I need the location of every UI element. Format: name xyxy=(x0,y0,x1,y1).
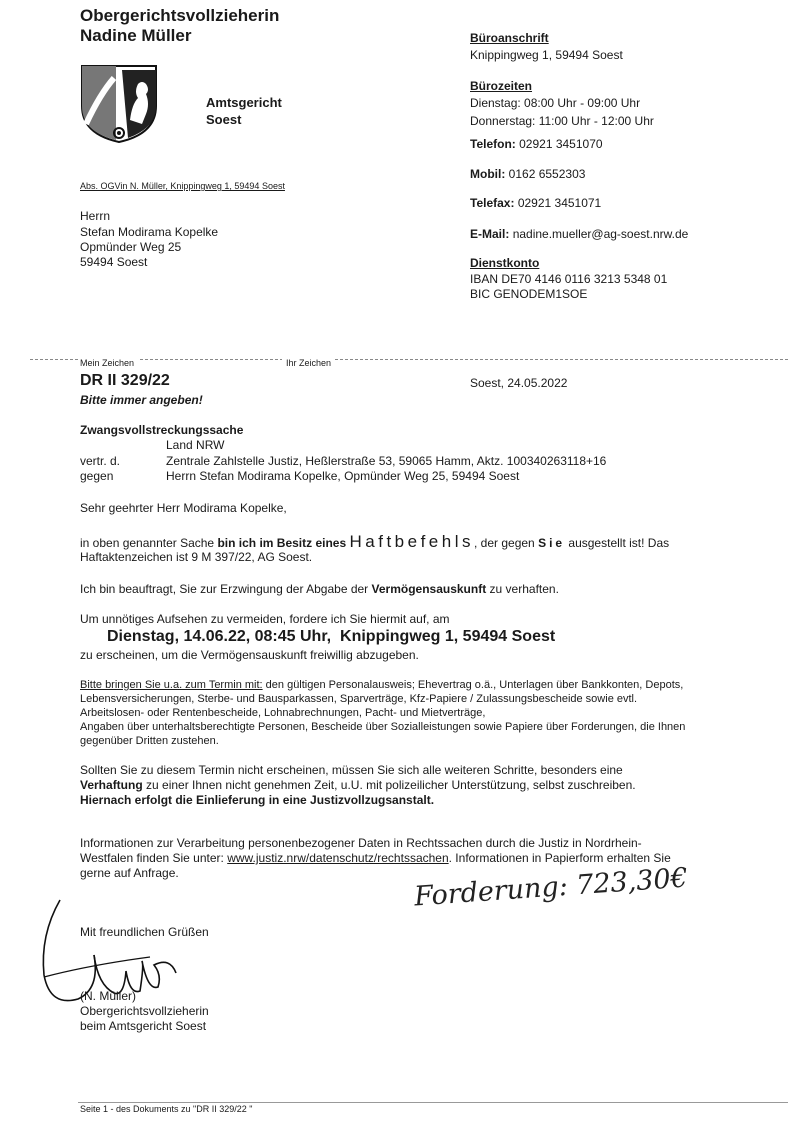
phone-label: Telefon: xyxy=(470,137,516,151)
recipient-line: Stefan Modirama Kopelke xyxy=(80,225,219,239)
text-run-bold: bin ich im Besitz eines xyxy=(217,536,350,550)
privacy-line: Informationen zur Verarbeitung personenbezogener Daten in Rechtssachen durch die Justiz in Nordrhein- xyxy=(80,836,642,850)
documents-line: Lebensversicherungen, Sterbe- und Bausparkassen, Sparverträge, Kfz-Papiere / Zulassungsbescheide sowie evtl. xyxy=(80,693,638,705)
your-reference-label: Ihr Zeichen xyxy=(282,358,335,368)
case-vertr-value: Zentrale Zahlstelle Justiz, Heßlerstraße 53, 59065 Hamm, Aktz. 100340263118+16 xyxy=(166,454,607,468)
fax-number: 02921 3451071 xyxy=(517,196,602,210)
documents-line: Arbeitslosen- oder Rentenbescheide, Lohnabrechnungen, Pacht- und Mietverträge, xyxy=(80,707,486,719)
text-run-bold: Verhaftung xyxy=(80,778,143,792)
sender-name: Nadine Müller xyxy=(80,26,192,45)
text-run: , der gegen xyxy=(474,536,539,550)
text-run-bold: Vermögensauskunft xyxy=(371,582,487,596)
place-date: Soest, 24.05.2022 xyxy=(470,376,568,390)
phone-number: 02921 3451070 xyxy=(519,137,603,151)
case-gegen-label: gegen xyxy=(80,469,114,483)
signer-name: (N. Müller) xyxy=(80,989,136,1003)
iban: IBAN DE70 4146 0116 3213 5348 01 xyxy=(470,272,668,286)
signer-title: Obergerichtsvollzieherin xyxy=(80,1004,209,1018)
salutation: Sehr geehrter Herr Modirama Kopelke, xyxy=(80,501,287,515)
sender-name-title: Obergerichtsvollzieherin xyxy=(80,6,280,25)
page-footer: Seite 1 - des Dokuments zu "DR II 329/22 " xyxy=(80,1104,253,1114)
signer-court: beim Amtsgericht Soest xyxy=(80,1019,207,1033)
documents-line: Angaben über unterhaltsberechtigte Personen, Bescheide über Sozialleistungen sowie Papiere über Forderungen, die Ihnen xyxy=(80,721,686,733)
mobile-row xyxy=(470,167,585,181)
account-heading: Dienstkonto xyxy=(470,256,540,270)
documents-label: Bitte bringen Sie u.a. zum Termin mit: xyxy=(80,679,263,691)
email-label: E-Mail: xyxy=(470,227,510,241)
paragraph-warrant-line2: Haftaktenzeichen ist 9 M 397/22, AG Soest. xyxy=(80,550,313,564)
case-gegen-value: Herrn Stefan Modirama Kopelke, Opmünder Weg 25, 59494 Soest xyxy=(166,469,520,483)
text-run: Ich bin beauftragt, Sie zur Erzwingung der Abgabe der xyxy=(80,582,372,596)
mobile-number: 0162 6552303 xyxy=(508,167,586,181)
bic: BIC GENODEM1SOE xyxy=(470,287,588,301)
text-run: zu einer Ihnen nicht genehmen Zeit, u.U. mit polizeilicher Unterstützung, selbst zuschreiben. xyxy=(142,778,636,792)
text-run: zu verhaften. xyxy=(486,582,559,596)
paragraph-summons: Um unnötiges Aufsehen zu vermeiden, fordere ich Sie hiermit auf, am xyxy=(80,612,450,626)
office-hours-line: Dienstag: 08:00 Uhr - 09:00 Uhr xyxy=(470,96,641,110)
appointment-line xyxy=(107,628,555,646)
privacy-line: gerne auf Anfrage. xyxy=(80,866,179,880)
court-name: Amtsgericht xyxy=(206,95,282,110)
recipient-line: 59494 Soest xyxy=(80,255,148,269)
text-run: in oben genannter Sache xyxy=(80,536,218,550)
my-reference-label: Mein Zeichen xyxy=(80,358,138,368)
paragraph-summons-end: zu erscheinen, um die Vermögensauskunft freiwillig abzugeben. xyxy=(80,648,419,662)
office-hours-heading: Bürozeiten xyxy=(470,79,533,93)
phone-row xyxy=(470,137,603,151)
case-vertr-label: vertr. d. xyxy=(80,454,121,468)
consequence-bold-line: Hiernach erfolgt die Einlieferung in eine Justizvollzugsanstalt. xyxy=(80,793,435,807)
fax-label: Telefax: xyxy=(470,196,515,210)
email-row xyxy=(470,227,688,241)
consequence-line: Sollten Sie zu diesem Termin nicht erscheinen, müssen Sie sich alle weiteren Schritte, besonders eine xyxy=(80,763,623,777)
text-run: ausgestellt ist! Das xyxy=(565,536,670,550)
appointment-date: Dienstag, 14.06.22, 08:45 Uhr, xyxy=(107,628,332,645)
text-run: Westfalen finden Sie unter: xyxy=(80,851,228,865)
recipient-line: Herrn xyxy=(80,209,111,223)
appointment-place: Knippingweg 1, 59494 Soest xyxy=(340,628,556,645)
reference-number: DR II 329/22 xyxy=(80,372,170,389)
fax-row xyxy=(470,196,601,210)
handwritten-claim-note: Forderung: 723,30€ xyxy=(413,862,689,913)
paragraph-warrant xyxy=(80,532,669,552)
paragraph-arrest xyxy=(80,582,559,596)
footer-divider xyxy=(78,1102,788,1103)
privacy-line xyxy=(80,851,671,865)
return-address: Abs. OGVin N. Müller, Knippingweg 1, 59494 Soest xyxy=(80,181,285,191)
closing-greeting: Mit freundlichen Grüßen xyxy=(80,925,209,939)
reference-note: Bitte immer angeben! xyxy=(80,393,203,407)
office-hours-line: Donnerstag: 11:00 Uhr - 12:00 Uhr xyxy=(470,114,654,128)
text-run: . Informationen in Papierform erhalten Sie xyxy=(448,851,671,865)
documents-list xyxy=(80,678,683,692)
documents-line: gegenüber Dritten zustehen. xyxy=(80,735,219,747)
reference-divider xyxy=(30,359,788,360)
nrw-coat-of-arms-icon xyxy=(80,64,158,144)
warrant-word: Haftbefehls xyxy=(349,532,474,551)
court-city: Soest xyxy=(206,112,242,127)
privacy-link[interactable]: www.justiz.nrw/datenschutz/rechtssachen xyxy=(227,851,449,865)
case-title: Zwangsvollstreckungssache xyxy=(80,423,244,437)
documents-line: den gültigen Personalausweis; Ehevertrag o.ä., Unterlagen über Bankkonten, Depots, xyxy=(262,679,684,691)
consequence-line xyxy=(80,778,636,792)
office-address-heading: Büroanschrift xyxy=(470,31,549,45)
text-run-bold: Sie xyxy=(538,536,566,550)
office-address: Knippingweg 1, 59494 Soest xyxy=(470,48,623,62)
email-address: nadine.mueller@ag-soest.nrw.de xyxy=(512,227,689,241)
recipient-line: Opmünder Weg 25 xyxy=(80,240,182,254)
mobile-label: Mobil: xyxy=(470,167,506,181)
case-creditor: Land NRW xyxy=(166,438,225,452)
